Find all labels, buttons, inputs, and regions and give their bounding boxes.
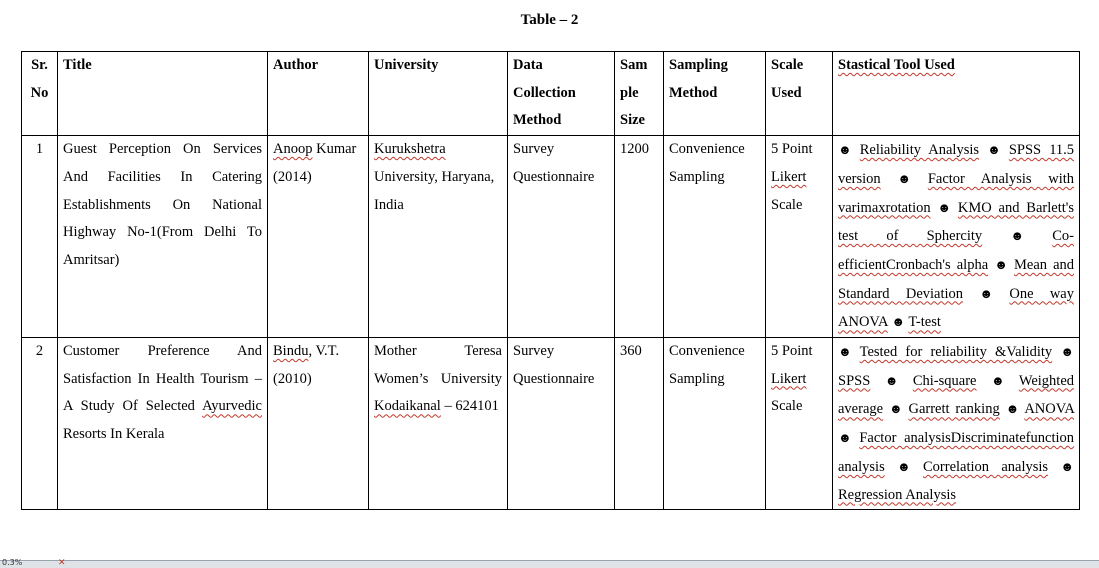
header-data-collection-method: Data Collection Method [508, 52, 615, 136]
tool-item: KMO and Barlett's test of Sphercity [838, 199, 1075, 245]
tool-item: Factor analysisDiscriminatefunction analysis [838, 430, 1074, 475]
tool-item: Reliability Analysis [859, 142, 980, 159]
bullet-icon: ☻ [897, 458, 911, 474]
header-statistical-tool: Stastical Tool Used [833, 52, 1080, 136]
author-name: Bindu [273, 343, 309, 360]
cell-scale: 5 Point Likert Scale [766, 136, 833, 338]
bullet-icon: ☻ [1005, 401, 1020, 417]
tool-list [838, 344, 1074, 503]
header-university: University [369, 52, 508, 136]
zoom-level[interactable]: 0.3% [2, 558, 23, 567]
cell-university [369, 136, 508, 338]
table-row [22, 338, 1080, 510]
author-rest: Kumar (2014) [273, 141, 357, 185]
tool-item: ANOVA [1024, 401, 1075, 418]
tool-item: Chi-square [912, 372, 977, 389]
bullet-icon: ☻ [897, 170, 912, 186]
bullet-icon: ☻ [1010, 228, 1025, 244]
close-icon[interactable]: ✕ [58, 558, 66, 568]
tool-item: One way ANOVA [838, 285, 1074, 331]
tool-item: Factor Analysis with varimaxrotation [838, 170, 1075, 216]
cell-author [268, 136, 369, 338]
bullet-icon: ☻ [891, 314, 906, 330]
university-place: Kodaikanal [374, 398, 441, 415]
cell-sampling: Convenience Sampling [664, 136, 766, 338]
bullet-icon: ☻ [1060, 458, 1075, 474]
tool-item: Co-efficientCronbach's alpha [838, 228, 1075, 273]
cell-size: 1200 [615, 136, 664, 338]
header-row [22, 52, 1080, 136]
cell-scale: 5 Point Likert Scale [766, 338, 833, 510]
tool-item: SPSS 11.5 version [838, 142, 1075, 187]
bullet-icon: ☻ [979, 285, 994, 301]
tool-item: Correlation analysis [923, 458, 1049, 475]
cell-sr: 1 [22, 136, 58, 338]
bullet-icon: ☻ [990, 372, 1005, 388]
cell-method: Survey Questionnaire [508, 338, 615, 510]
tool-item: Tested for reliability &Validity [859, 344, 1053, 361]
university-rest: – 624101 [444, 398, 499, 415]
university-rest: University, Haryana, India [374, 168, 495, 213]
tool-item: T-test [908, 314, 941, 331]
bullet-icon: ☻ [937, 199, 952, 215]
research-table [21, 51, 1080, 510]
header-author: Author [268, 52, 369, 136]
cell-size: 360 [615, 338, 664, 510]
author-name: Anoop [273, 141, 313, 158]
bullet-icon: ☻ [994, 256, 1008, 272]
cell-method: Survey Questionnaire [508, 136, 615, 338]
header-sr: Sr. No [22, 52, 58, 136]
header-sampling-method: Sampling Method [664, 52, 766, 136]
tool-list [838, 142, 1074, 330]
bullet-icon: ☻ [838, 142, 852, 158]
cell-title: Guest Perception On Services And Facilities In Catering Establishments On National Highway No-1(From Delhi To Amritsar) [58, 136, 268, 338]
header-title: Title [58, 52, 268, 136]
cell-author [268, 338, 369, 510]
cell-sr: 2 [22, 338, 58, 510]
table-row [22, 136, 1080, 338]
cell-title: Customer Preference And Satisfaction In Health Tourism – A Study Of Selected Ayurvedic Resorts In Kerala [58, 338, 268, 510]
table-caption: Table – 2 [520, 12, 579, 28]
bullet-icon: ☻ [838, 344, 852, 360]
bullet-icon: ☻ [987, 142, 1001, 158]
tool-item: SPSS [838, 372, 871, 389]
tool-item: Weighted average [838, 372, 1075, 418]
cell-tools [833, 136, 1080, 338]
bullet-icon: ☻ [1060, 344, 1075, 360]
cell-tools [833, 338, 1080, 510]
bullet-icon: ☻ [884, 372, 899, 388]
cell-university: Mother Teresa Women’s University Kodaikanal – 624101 [369, 338, 508, 510]
bullet-icon: ☻ [838, 430, 852, 446]
header-sample-size: Sam ple Size [615, 52, 664, 136]
tool-item: Regression Analysis [838, 486, 957, 503]
cell-sampling: Convenience Sampling [664, 338, 766, 510]
tool-item: Garrett ranking [908, 401, 1000, 418]
header-scale-used: Scale Used [766, 52, 833, 136]
university-place: Kurukshetra [374, 141, 446, 158]
author-rest: , V.T. (2010) [273, 343, 340, 387]
bullet-icon: ☻ [888, 401, 903, 417]
tool-item: Mean and Standard Deviation [838, 256, 1075, 302]
